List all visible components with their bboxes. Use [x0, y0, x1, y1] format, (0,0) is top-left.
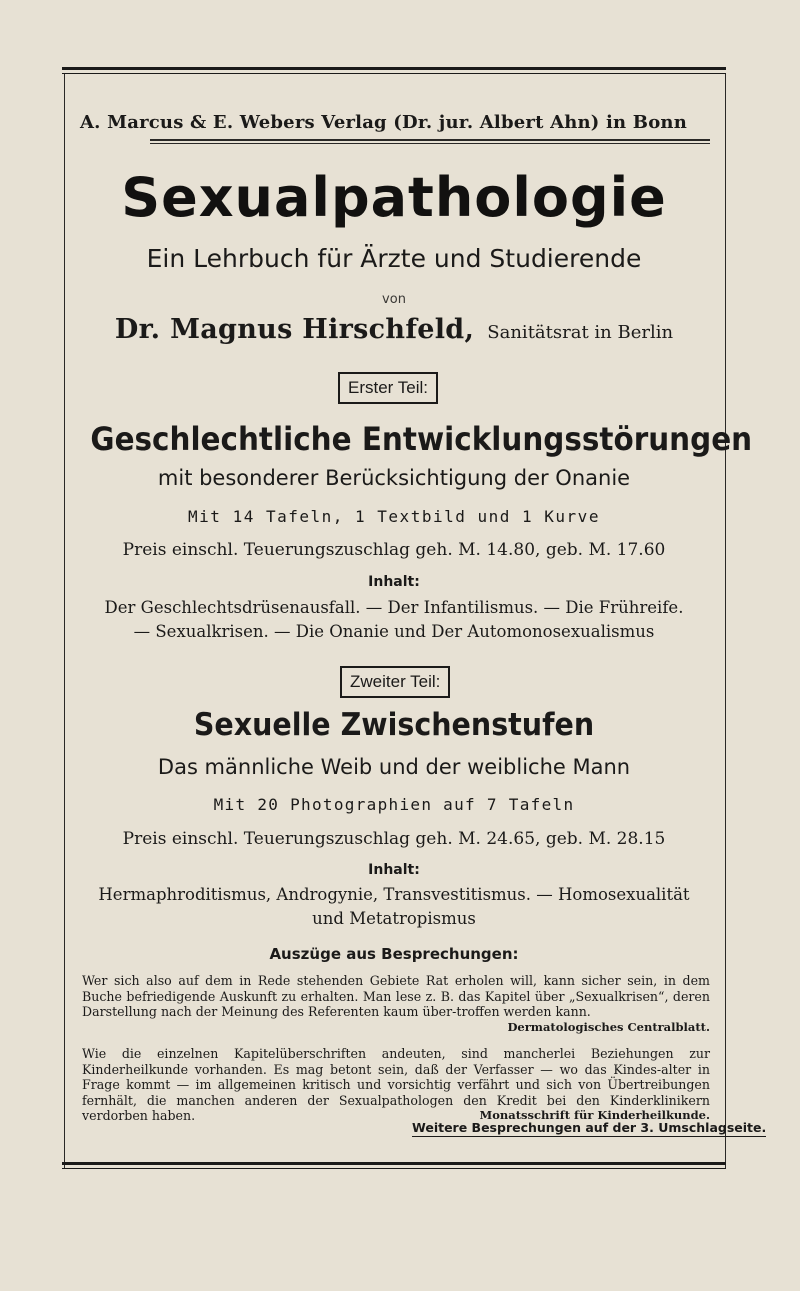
publisher-underline-thick [150, 139, 710, 141]
part1-plates: Mit 14 Tafeln, 1 Textbild und 1 Kurve [188, 507, 600, 526]
reviews-heading: Auszüge aus Besprechungen: [269, 945, 519, 963]
top-border-rule-thick [62, 67, 726, 70]
more-reviews-note: Weitere Besprechungen auf der 3. Umschlagseite. [412, 1120, 767, 1135]
bottom-border-rule-thick [62, 1162, 726, 1165]
author-name: Dr. Magnus Hirschfeld, [114, 314, 475, 345]
book-title: Sexualpathologie [121, 166, 667, 229]
part1-heading: Geschlechtliche Entwicklungsstörungen [90, 420, 753, 458]
review-excerpt [82, 973, 710, 1035]
review-text: Wie die einzelnen Kapitelüberschriften andeuten, sind mancherlei Beziehungen zur Kinderheilkunde vorhanden. Es mag betont sein, daß der Verfasser — wo das Kindes-alter in Frage kommt — im allgemeinen kritisch und vorsichtig verfährt und sich von Übertreibungen fernhält, die manchen anderen der Sexualpathologen den Kredit bei den Kinderklinikern verdorben haben. [82, 1046, 710, 1123]
author-role: Sanitätsrat in Berlin [487, 322, 674, 343]
review-source: Monatsschrift für Kinderheilkunde. [479, 1108, 710, 1122]
publisher-line: A. Marcus & E. Webers Verlag (Dr. jur. Albert Ahn) in Bonn [80, 112, 687, 133]
review-excerpt [82, 1046, 710, 1124]
part2-label-box: Zweiter Teil: [340, 666, 450, 698]
part1-label-box: Erster Teil: [338, 372, 438, 404]
review-source: Dermatologisches Centralblatt. [507, 1019, 710, 1034]
part2-contents: Hermaphroditismus, Androgynie, Transvestitismus. — Homosexualität und Metatropismus [98, 885, 690, 928]
part2-price: Preis einschl. Teuerungszuschlag geh. M. 24.65, geb. M. 28.15 [122, 829, 666, 849]
review-text: Wer sich also auf dem in Rede stehenden Gebiete Rat erholen will, kann sicher sein, in dem Buche befriedigende Auskunft zu erhalten. Man lese z. B. das Kapitel über „Sexualkrisen“, deren Darstellung nach der Meinung des Referenten kaum über-troffen werden kann. [82, 973, 710, 1019]
part1-contents-label: Inhalt: [368, 574, 420, 590]
bottom-border-rule-thin [62, 1168, 726, 1169]
part1-contents: Der Geschlechtsdrüsenausfall. — Der Infantilismus. — Die Frühreife. — Sexualkrisen. — Die Onanie und Der Automonosexualismus [104, 598, 684, 641]
part2-heading: Sexuelle Zwischenstufen [193, 707, 595, 743]
publisher-underline-thin [150, 143, 710, 144]
by-label: von [382, 292, 406, 307]
part1-price: Preis einschl. Teuerungszuschlag geh. M. 14.80, geb. M. 17.60 [122, 540, 666, 560]
part2-contents-label: Inhalt: [368, 862, 420, 878]
part1-tagline: mit besonderer Berücksichtigung der Onanie [157, 466, 631, 490]
part2-plates: Mit 20 Photographien auf 7 Tafeln [213, 795, 575, 814]
part2-tagline: Das männliche Weib und der weibliche Mann [157, 755, 631, 779]
book-subtitle: Ein Lehrbuch für Ärzte und Studierende [146, 244, 642, 273]
author-line [64, 314, 724, 345]
